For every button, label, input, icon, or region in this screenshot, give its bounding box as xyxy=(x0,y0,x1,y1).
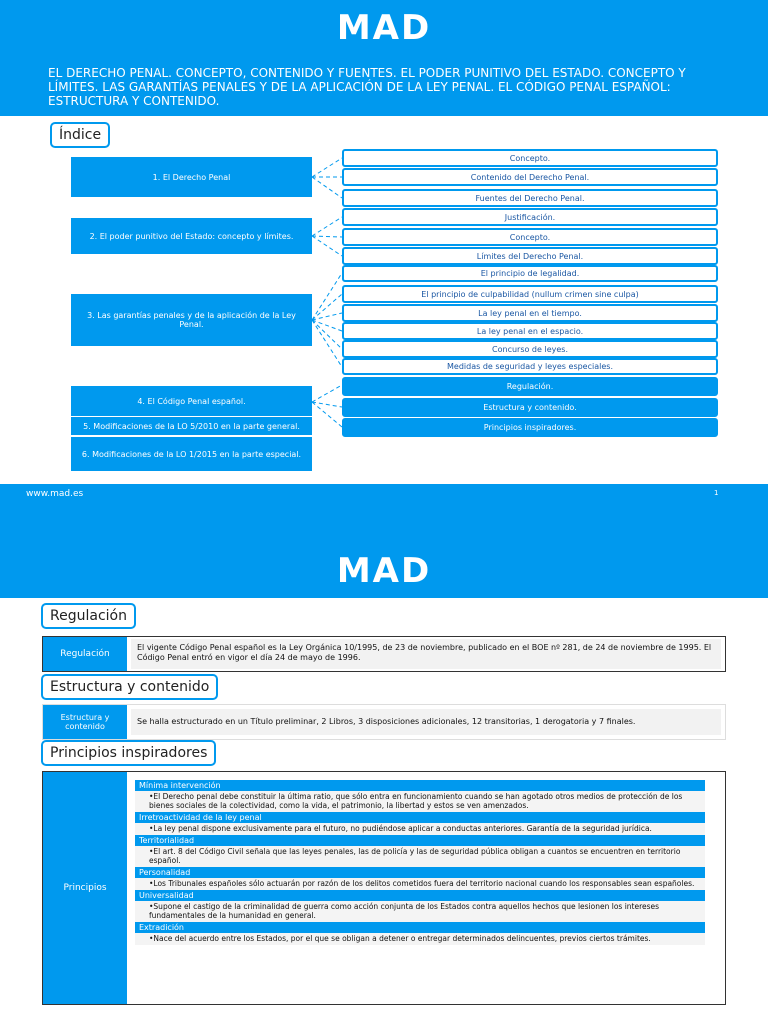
subitem-medidas[interactable]: Medidas de seguridad y leyes especiales. xyxy=(342,358,718,375)
mad-logo: MAD xyxy=(336,8,432,48)
website-link[interactable]: www.mad.es xyxy=(26,489,84,499)
estructura-text: Se halla estructurado en un Título preliminar, 2 Libros, 3 disposiciones adicionales, 12 transitorias, 1 derogatoria y 7 finales. xyxy=(131,709,721,735)
slide1-footer xyxy=(0,484,768,532)
subitem-ley-espacio[interactable]: La ley penal en el espacio. xyxy=(342,322,718,340)
section-3[interactable]: 3. Las garantías penales y de la aplicación de la Ley Penal. xyxy=(71,294,312,346)
principio-item xyxy=(135,780,705,812)
section-6[interactable]: 6. Modificaciones de la LO 1/2015 en la parte especial. xyxy=(71,437,312,471)
subitem-justificacion[interactable]: Justificación. xyxy=(342,208,718,226)
principio-item xyxy=(135,867,705,890)
slide2-top-bar xyxy=(0,532,768,598)
principio-title: Irretroactividad de la ley penal xyxy=(135,812,705,823)
subitem-contenido[interactable]: Contenido del Derecho Penal. xyxy=(342,168,718,186)
principios-tag: Principios inspiradores xyxy=(41,740,216,766)
principio-text: •La ley penal dispone exclusivamente para el futuro, no pudiéndose aplicar a conductas anteriores. Garantía de la seguridad jurídica. xyxy=(135,823,705,835)
slide1-header-text: EL DERECHO PENAL. CONCEPTO, CONTENIDO Y FUENTES. EL PODER PUNITIVO DEL ESTADO. CONCEPTO Y LÍMITES. LAS GARANTÍAS PENALES Y DE LA APLICACIÓN DE LA LEY PENAL. EL CÓDIGO PENAL ESPAÑOL: ESTRUCTURA Y CONTENIDO. xyxy=(48,66,686,108)
principios-label: Principios xyxy=(43,772,127,1004)
subitem-limites[interactable]: Límites del Derecho Penal. xyxy=(342,247,718,265)
section-4[interactable]: 4. El Código Penal español. xyxy=(71,386,312,416)
principios-table xyxy=(42,771,726,1005)
subitem-legalidad[interactable]: El principio de legalidad. xyxy=(342,265,718,282)
regulacion-tag: Regulación xyxy=(41,603,136,629)
principio-title: Mínima intervención xyxy=(135,780,705,791)
mad-logo-2: MAD xyxy=(336,551,432,591)
principio-text: •El art. 8 del Código Civil señala que las leyes penales, las de policía y las de seguridad pública obligan a cuantos se encuentren en territorio español. xyxy=(135,846,705,867)
principio-item xyxy=(135,922,705,945)
index-tag: Índice xyxy=(50,122,110,148)
regulacion-table xyxy=(42,636,726,672)
regulacion-label: Regulación xyxy=(43,637,127,671)
principio-title: Territorialidad xyxy=(135,835,705,846)
estructura-table xyxy=(42,704,726,740)
estructura-label: Estructura y contenido xyxy=(43,705,127,739)
subitem-estructura[interactable]: Estructura y contenido. xyxy=(342,398,718,417)
regulacion-text: El vigente Código Penal español es la Ley Orgánica 10/1995, de 23 de noviembre, publicado en el BOE nº 281, de 24 de noviembre de 1995. El Código Penal entró en vigor el día 24 de mayo de 1996. xyxy=(131,639,721,669)
principio-item xyxy=(135,835,705,867)
principio-text: •Los Tribunales españoles sólo actuarán por razón de los delitos cometidos fuera del territorio nacional cuando los responsables sean españoles. xyxy=(135,878,705,890)
subitem-concepto-2[interactable]: Concepto. xyxy=(342,228,718,246)
estructura-tag: Estructura y contenido xyxy=(41,674,218,700)
subitem-culpabilidad[interactable]: El principio de culpabilidad (nullum crimen sine culpa) xyxy=(342,285,718,303)
subitem-concepto-1[interactable]: Concepto. xyxy=(342,149,718,167)
principio-title: Universalidad xyxy=(135,890,705,901)
subitem-fuentes[interactable]: Fuentes del Derecho Penal. xyxy=(342,189,718,207)
subitem-ley-tiempo[interactable]: La ley penal en el tiempo. xyxy=(342,304,718,322)
principios-list xyxy=(127,772,725,1004)
section-5[interactable]: 5. Modificaciones de la LO 5/2010 en la parte general. xyxy=(71,417,312,435)
section-2[interactable]: 2. El poder punitivo del Estado: concepto y límites. xyxy=(71,218,312,254)
principio-title: Extradición xyxy=(135,922,705,933)
subitem-regulacion[interactable]: Regulación. xyxy=(342,377,718,396)
principio-text: •El Derecho penal debe constituir la última ratio, que sólo entra en funcionamiento cuando se han agotado otros medios de protección de los bienes sociales de la colectividad, como la vida, el patrimonio, la libertad y estos se ven amenzados. xyxy=(135,791,705,812)
principio-text: •Supone el castigo de la criminalidad de guerra como acción conjunta de los Estados contra aquellos hechos que lesionen los intereses fundamentales de la humanidad en general. xyxy=(135,901,705,922)
subitem-principios[interactable]: Principios inspiradores. xyxy=(342,418,718,437)
principio-text: •Nace del acuerdo entre los Estados, por el que se obligan a detener o entregar determinados delincuentes, previos ciertos trámites. xyxy=(135,933,705,945)
principio-title: Personalidad xyxy=(135,867,705,878)
section-1[interactable]: 1. El Derecho Penal xyxy=(71,157,312,197)
page-number: 1 xyxy=(714,489,719,497)
subitem-concurso[interactable]: Concurso de leyes. xyxy=(342,340,718,358)
principio-item xyxy=(135,812,705,835)
principio-item xyxy=(135,890,705,922)
